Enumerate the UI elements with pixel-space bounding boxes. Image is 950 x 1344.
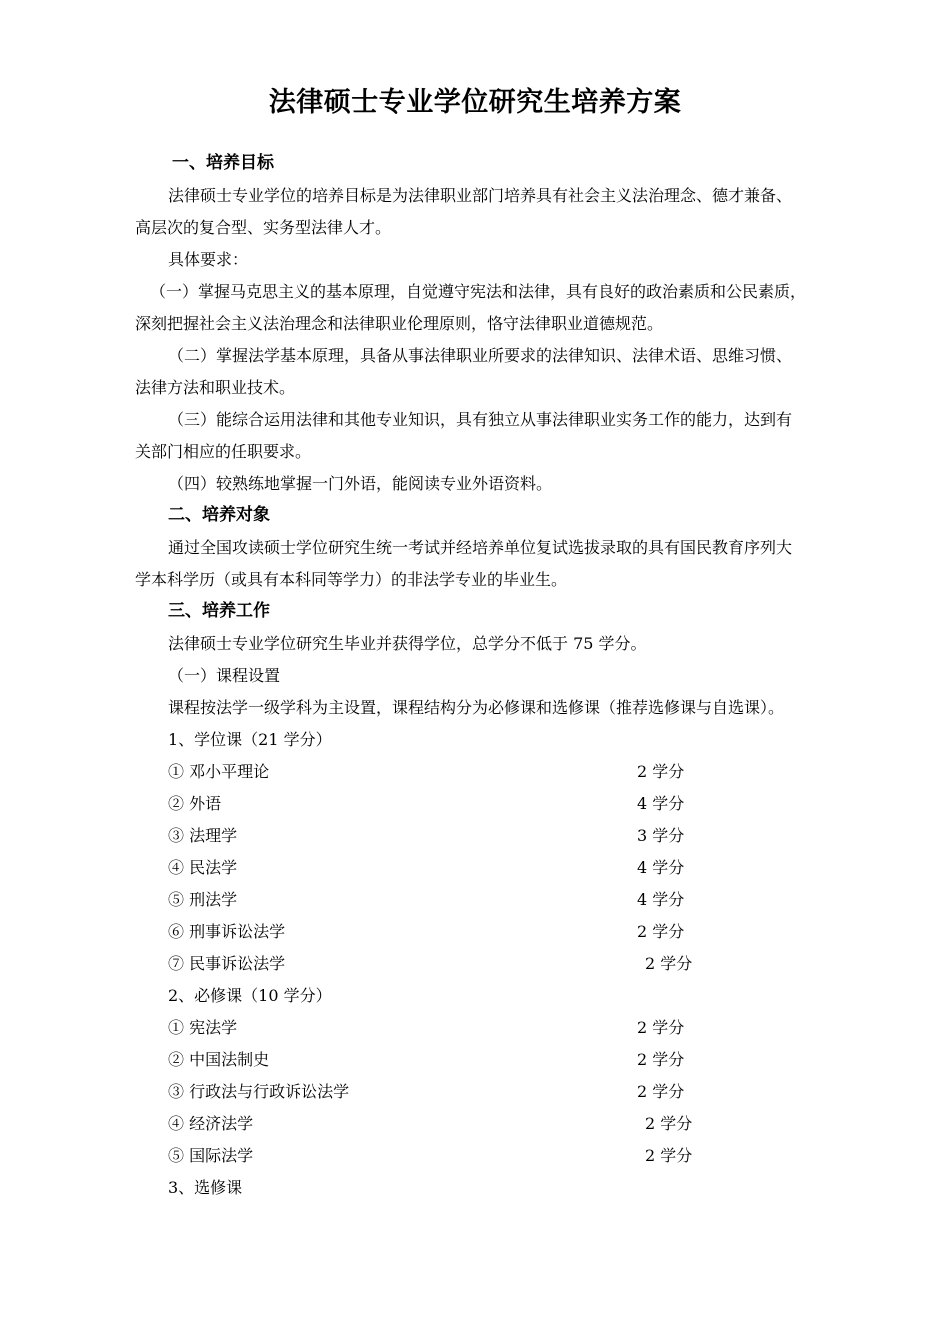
required-courses-heading: 2、必修课（10 学分） [168,986,332,1005]
elective-courses-heading: 3、选修课 [168,1178,243,1197]
course-name: ① 邓小平理论 [168,762,270,781]
course-name: ③ 法理学 [168,826,238,845]
section-heading-training: 三、培养工作 [168,601,270,621]
course-name: ⑤ 刑法学 [168,890,238,909]
course-credit: 3 学分 [637,826,685,845]
requirements-label: 具体要求： [168,250,249,269]
course-name: ② 外语 [168,794,222,813]
paragraph-line: 法律方法和职业技术。 [135,378,296,397]
course-credit: 4 学分 [637,858,685,877]
course-credit: 4 学分 [637,794,685,813]
degree-courses-heading: 1、学位课（21 学分） [168,730,332,749]
section-heading-target: 二、培养对象 [168,505,270,525]
course-name: ④ 经济法学 [168,1114,254,1133]
paragraph-line: 关部门相应的任职要求。 [135,442,312,461]
course-name: ④ 民法学 [168,858,238,877]
course-credit: 2 学分 [637,762,685,781]
paragraph-line: （四）较熟练地掌握一门外语，能阅读专业外语资料。 [168,474,553,493]
paragraph-line: 通过全国攻读硕士学位研究生统一考试并经培养单位复试选拔录取的具有国民教育序列大 [168,538,793,557]
course-credit: 2 学分 [637,922,685,941]
paragraph-line: 法律硕士专业学位的培养目标是为法律职业部门培养具有社会主义法治理念、德才兼备、 [168,186,793,205]
paragraph-line: （二）掌握法学基本原理，具备从事法律职业所要求的法律知识、法律术语、思维习惯、 [168,346,793,365]
course-credit: 2 学分 [645,1114,693,1133]
paragraph-line: 法律硕士专业学位研究生毕业并获得学位，总学分不低于 75 学分。 [168,634,647,653]
course-name: ① 宪法学 [168,1018,238,1037]
course-credit: 2 学分 [637,1050,685,1069]
paragraph-line: 课程按法学一级学科为主设置，课程结构分为必修课和选修课（推荐选修课与自选课）。 [168,698,785,717]
course-name: ⑥ 刑事诉讼法学 [168,922,286,941]
course-name: ③ 行政法与行政诉讼法学 [168,1082,350,1101]
course-name: ⑤ 国际法学 [168,1146,254,1165]
paragraph-line: 学本科学历（或具有本科同等学力）的非法学专业的毕业生。 [135,570,568,589]
paragraph-line: 高层次的复合型、实务型法律人才。 [135,218,392,237]
course-name: ⑦ 民事诉讼法学 [168,954,286,973]
course-credit: 2 学分 [645,954,693,973]
page-title: 法律硕士专业学位研究生培养方案 [268,87,682,118]
paragraph-line: （三）能综合运用法律和其他专业知识，具有独立从事法律职业实务工作的能力，达到有 [168,410,793,429]
paragraph-line: （一）掌握马克思主义的基本原理，自觉遵守宪法和法律，具有良好的政治素质和公民素质， [150,282,807,301]
course-credit: 2 学分 [645,1146,693,1165]
course-credit: 2 学分 [637,1082,685,1101]
section-heading-goals: 一、培养目标 [172,153,274,173]
course-credit: 2 学分 [637,1018,685,1037]
course-name: ② 中国法制史 [168,1050,270,1069]
paragraph-line: 深刻把握社会主义法治理念和法律职业伦理原则，恪守法律职业道德规范。 [135,314,664,333]
subheading-courses: （一）课程设置 [168,666,281,685]
course-credit: 4 学分 [637,890,685,909]
